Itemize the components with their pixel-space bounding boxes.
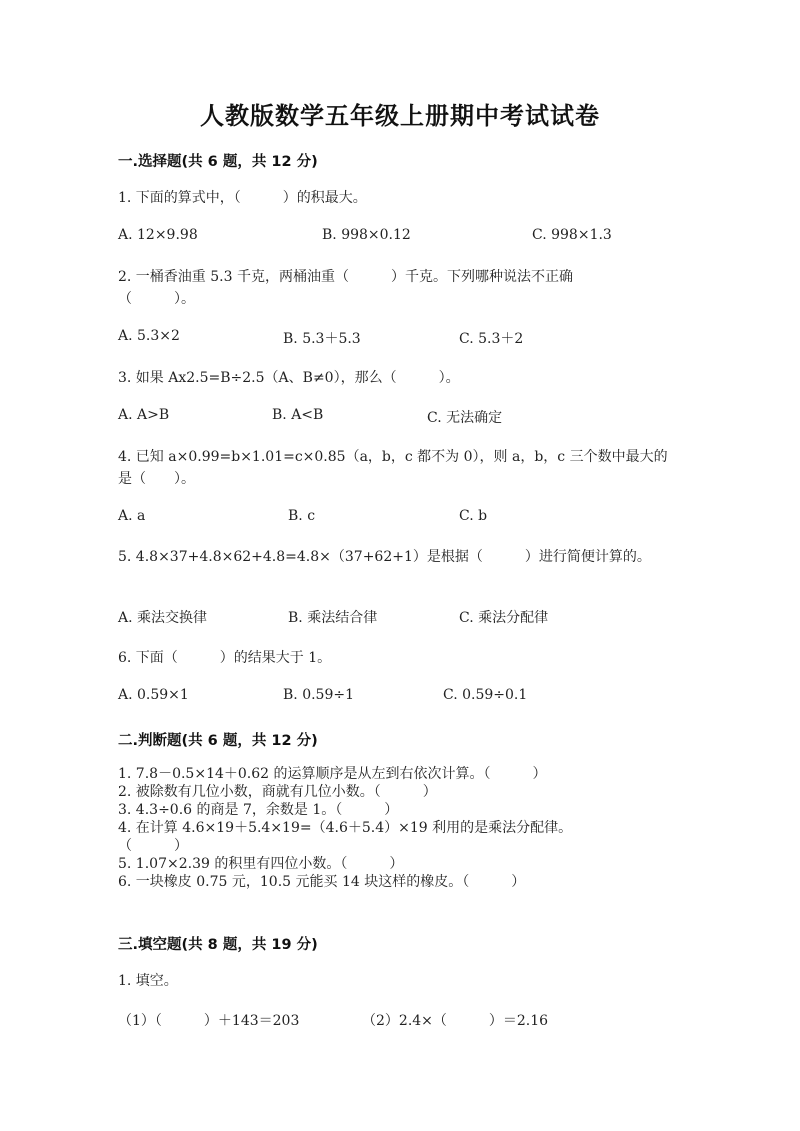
choice-question-3: 3. 如果 Ax2.5=B÷2.5（A、B≠0），那么（ ）。 [118, 370, 460, 386]
choice-options-2 [118, 328, 688, 350]
option-a: A. 12×9.98 [118, 227, 198, 243]
fill-part-2: （2）2.4×（ ）＝2.16 [362, 1013, 549, 1029]
option-a: A. 5.3×2 [118, 328, 180, 344]
option-b: B. 乘法结合律 [288, 610, 378, 626]
choice-options-4 [118, 508, 688, 530]
option-c: C. 5.3＋2 [459, 331, 524, 347]
option-b: B. 0.59÷1 [283, 687, 354, 703]
judge-item-3: 3. 4.3÷0.6 的商是 7，余数是 1。（ ） [118, 802, 399, 818]
judge-item-6: 6. 一块橡皮 0.75 元，10.5 元能买 14 块这样的橡皮。（ ） [118, 874, 526, 890]
section-fill-heading: 三.填空题(共 8 题，共 19 分) [118, 937, 318, 953]
option-b: B. A<B [272, 407, 324, 423]
choice-question-4: 4. 已知 a×0.99=b×1.01=c×0.85（a，b，c 都不为 0），则 a，b，c 三个数中最大的是（ ）。 [118, 449, 668, 487]
section-judge-heading: 二.判断题(共 6 题，共 12 分) [118, 733, 318, 749]
fill-part-1: （1）（ ）＋143＝203 [118, 1013, 300, 1029]
choice-question-2: 2. 一桶香油重 5.3 千克，两桶油重（ ）千克。下列哪种说法不正确（ ）。 [118, 269, 573, 307]
fill-question-1: 1. 填空。 [118, 973, 178, 989]
option-c: C. 无法确定 [427, 410, 503, 426]
option-c: C. b [459, 508, 488, 524]
option-a: A. 0.59×1 [118, 687, 189, 703]
judge-item-2: 2. 被除数有几位小数，商就有几位小数。（ ） [118, 784, 437, 800]
judge-item-4-cont: （ ） [118, 838, 188, 854]
judge-item-4: 4. 在计算 4.6×19＋5.4×19=（4.6＋5.4）×19 利用的是乘法分配律。 [118, 820, 573, 836]
fill-parts [118, 1010, 688, 1032]
option-b: B. c [288, 508, 316, 524]
judge-item-1: 1. 7.8－0.5×14＋0.62 的运算顺序是从左到右依次计算。（ ） [118, 766, 547, 782]
option-a: A. a [118, 508, 146, 524]
option-a: A. A>B [118, 407, 170, 423]
choice-question-1: 1. 下面的算式中，（ ）的积最大。 [118, 190, 367, 206]
choice-options-5 [118, 607, 688, 629]
option-b: B. 998×0.12 [322, 227, 411, 243]
choice-options-3 [118, 407, 688, 429]
judge-item-5: 5. 1.07×2.39 的积里有四位小数。（ ） [118, 856, 404, 872]
choice-question-6: 6. 下面（ ）的结果大于 1。 [118, 650, 332, 666]
exam-title: 人教版数学五年级上册期中考试试卷 [200, 101, 600, 130]
choice-options-6 [118, 687, 688, 709]
option-c: C. 乘法分配律 [459, 610, 549, 626]
option-c: C. 0.59÷0.1 [443, 687, 528, 703]
section-choice-heading: 一.选择题(共 6 题，共 12 分) [118, 154, 318, 170]
option-a: A. 乘法交换律 [118, 610, 208, 626]
choice-question-5: 5. 4.8×37+4.8×62+4.8=4.8×（37+62+1）是根据（ ）进行简便计算的。 [118, 549, 651, 565]
option-c: C. 998×1.3 [532, 227, 612, 243]
choice-options-1 [118, 227, 688, 249]
option-b: B. 5.3＋5.3 [283, 331, 361, 347]
judge-list [118, 765, 688, 891]
